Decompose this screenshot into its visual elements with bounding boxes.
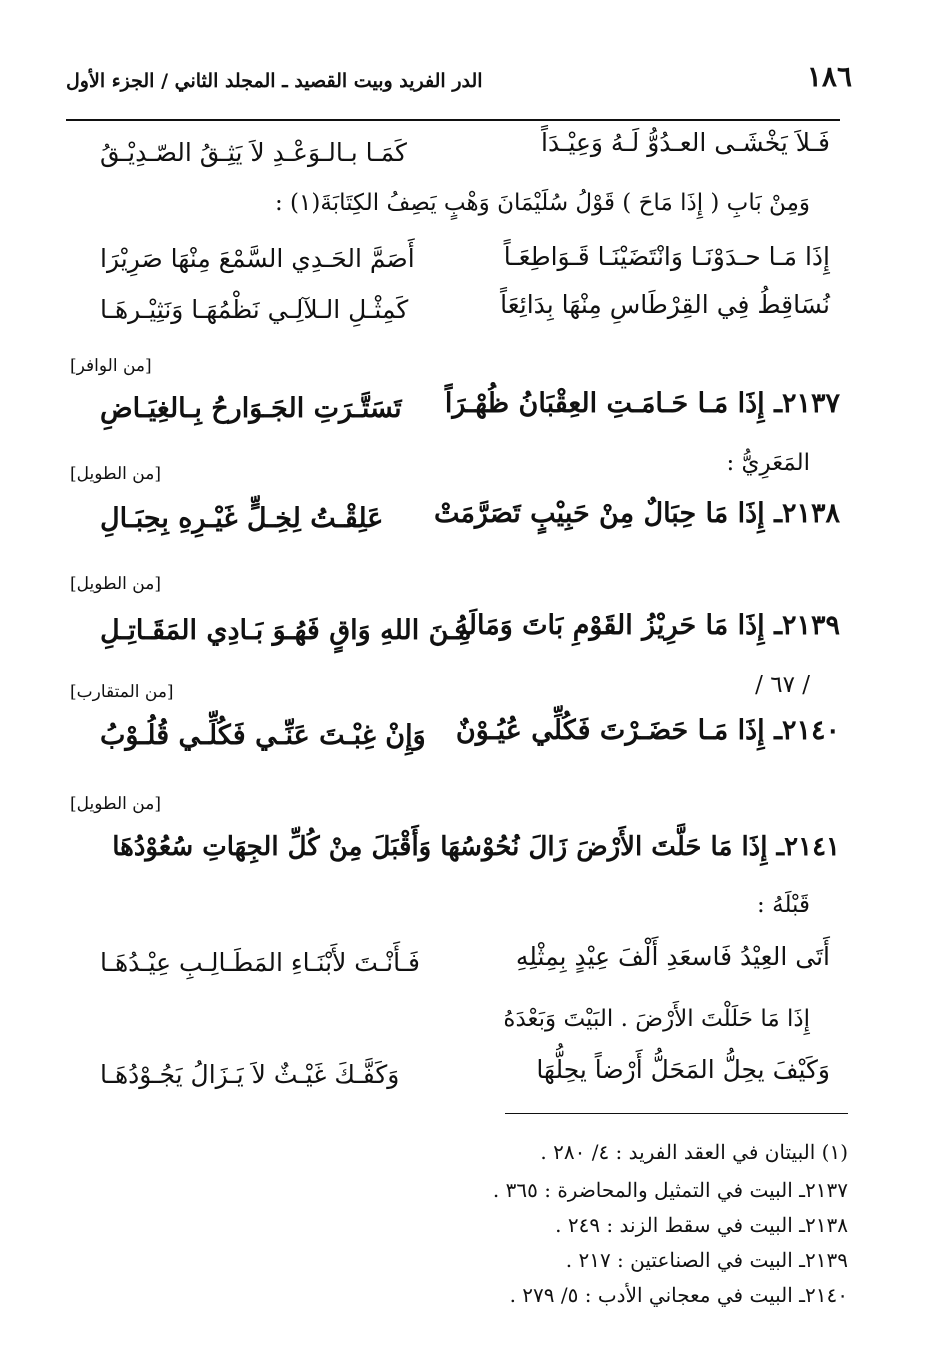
verse-2139-right: ٢١٣٩ـ إِذَا مَا حَرِيْزُ القَوْمِ بَاتَ وَمَالَهُ [454, 610, 840, 641]
header-rule [66, 119, 840, 121]
meter-label: [من الطويل] [70, 464, 161, 484]
footnote: ٢١٤٠ـ البيت في معجاني الأدب : ٥/ ٢٧٩ . [509, 1283, 848, 1307]
page-reference: / ٦٧ / [755, 672, 810, 698]
verse-2137-right: ٢١٣٧ـ إِذَا مَـا حَـامَـتِ العِقْبَانُ ظُهْـرَاً [444, 388, 840, 419]
verse-2139-left: مِـنَ اللهِ وَاقٍ فَهُـوَ بَـادِي المَقَـاتِـلِ [100, 615, 472, 646]
meter-label: [من الطويل] [70, 574, 161, 594]
verse-hemistich-right: نُسَاقِطُ فِي القِرْطَاسِ مِنْهَا بِدَائِعَاً [500, 290, 830, 319]
verse-2138-left: عَلِقْـتُ لِخِـلٍّ غَيْـرِهِ بِحِبَـالِ [100, 503, 384, 534]
verse-hemistich-right: فَـلاَ يَخْشَـى العـدُوُّ لَـهُ وَعِيْـدَاً [541, 128, 830, 157]
verse-2138-right: ٢١٣٨ـ إِذَا مَا حِبَالٌ مِنْ حَبِيْبٍ تَصَرَّمَتْ [433, 498, 840, 529]
meter-label: [من الطويل] [70, 794, 161, 814]
footnote: ٢١٣٧ـ البيت في التمثيل والمحاضرة : ٣٦٥ . [492, 1178, 848, 1202]
verse-hemistich-left: أَصَمَّ الحَـدِي السَّمْعَ مِنْهَا صَرِيْرَا [100, 244, 415, 273]
verse-hemistich-right: وَكَيْفَ يحِلُّ المَحَلُّ أَرْضاً يحِلُّهَا [536, 1055, 830, 1084]
page-number: ١٨٦ [806, 60, 852, 93]
prose-line: وَمِنْ بَابِ ( إِذَا مَاحَ ) قَوْلُ سُلَيْمَانَ وَهْبٍ يَصِفُ الكِتَابَةَ(١) : [275, 190, 810, 216]
footnote-rule [505, 1113, 848, 1114]
meter-label: [من الوافر] [70, 356, 152, 376]
verse-2140-left: وَإِنْ غِبْـتَ عَنِّـي فَكُلِّـي قُلُـوْبُ [100, 720, 426, 751]
verse-hemistich-right: أَتَى العِيْدُ فَاسعَدِ أَلْفَ عِيْدٍ بِمِثْلِهِ [515, 942, 830, 971]
verse-2137-left: تَسَتَّـرَتِ الجَـوَارحُ بِـالغِيَـاضِ [100, 393, 402, 424]
prose-line: قَبْلَهُ : [757, 892, 810, 918]
verse-hemistich-left: وَكَفَّـكَ غَيْـثٌ لاَ يَـزَالُ يَجُـوْدُهَـا [100, 1060, 400, 1089]
verse-hemistich-left: كَمَـا بـالـوَعْـدِ لاَ يَثِـقُ الصّـدِيْـقُ [100, 138, 407, 167]
footnote: ٢١٣٨ـ البيت في سقط الزند : ٢٤٩ . [555, 1213, 848, 1237]
footnote: ٢١٣٩ـ البيت في الصناعتين : ٢١٧ . [565, 1248, 848, 1272]
verse-2141: ٢١٤١ـ إِذَا مَا حَلَّتَ الأَرْضَ زَالَ نُحُوْسُهَا وَأَقْبَلَ مِنْ كُلِّ الجِهَاتِ سُعُوْدُهَا [112, 832, 840, 862]
verse-hemistich-left: فَـأَنْـتَ لأَبْنَـاءِ المَطَـالِـبِ عِيْـدُهَـا [100, 948, 421, 977]
meter-label: [من المتقارب] [70, 682, 174, 702]
running-title: الدر الفريد وبيت القصيد ـ المجلد الثاني / الجزء الأول [66, 70, 483, 92]
footnote: (١) البيتان في العقد الفريد : ٤/ ٢٨٠ . [540, 1140, 848, 1164]
verse-hemistich-left: كَمِثْـلِ الـلآلِـي نَظْمُهَـا وَنَثِيْـرهَـا [100, 295, 409, 324]
verse-hemistich-right: إِذَا مَـا حـدَوْنَـا وَانْتَضَيْنَـا قَـوَاطِعَـاً [503, 242, 830, 271]
verse-2140-right: ٢١٤٠ـ إِذَا مَـا حَضَـرْتَ فَكُلِّي عُيُـوْنٌ [455, 715, 840, 746]
prose-line: إِذَا مَا حَلَلْتَ الأَرْضَ . البَيْتَ وَبَعْدَهُ [503, 1006, 810, 1032]
poet-name: المَعَرِيُّ : [726, 450, 810, 476]
